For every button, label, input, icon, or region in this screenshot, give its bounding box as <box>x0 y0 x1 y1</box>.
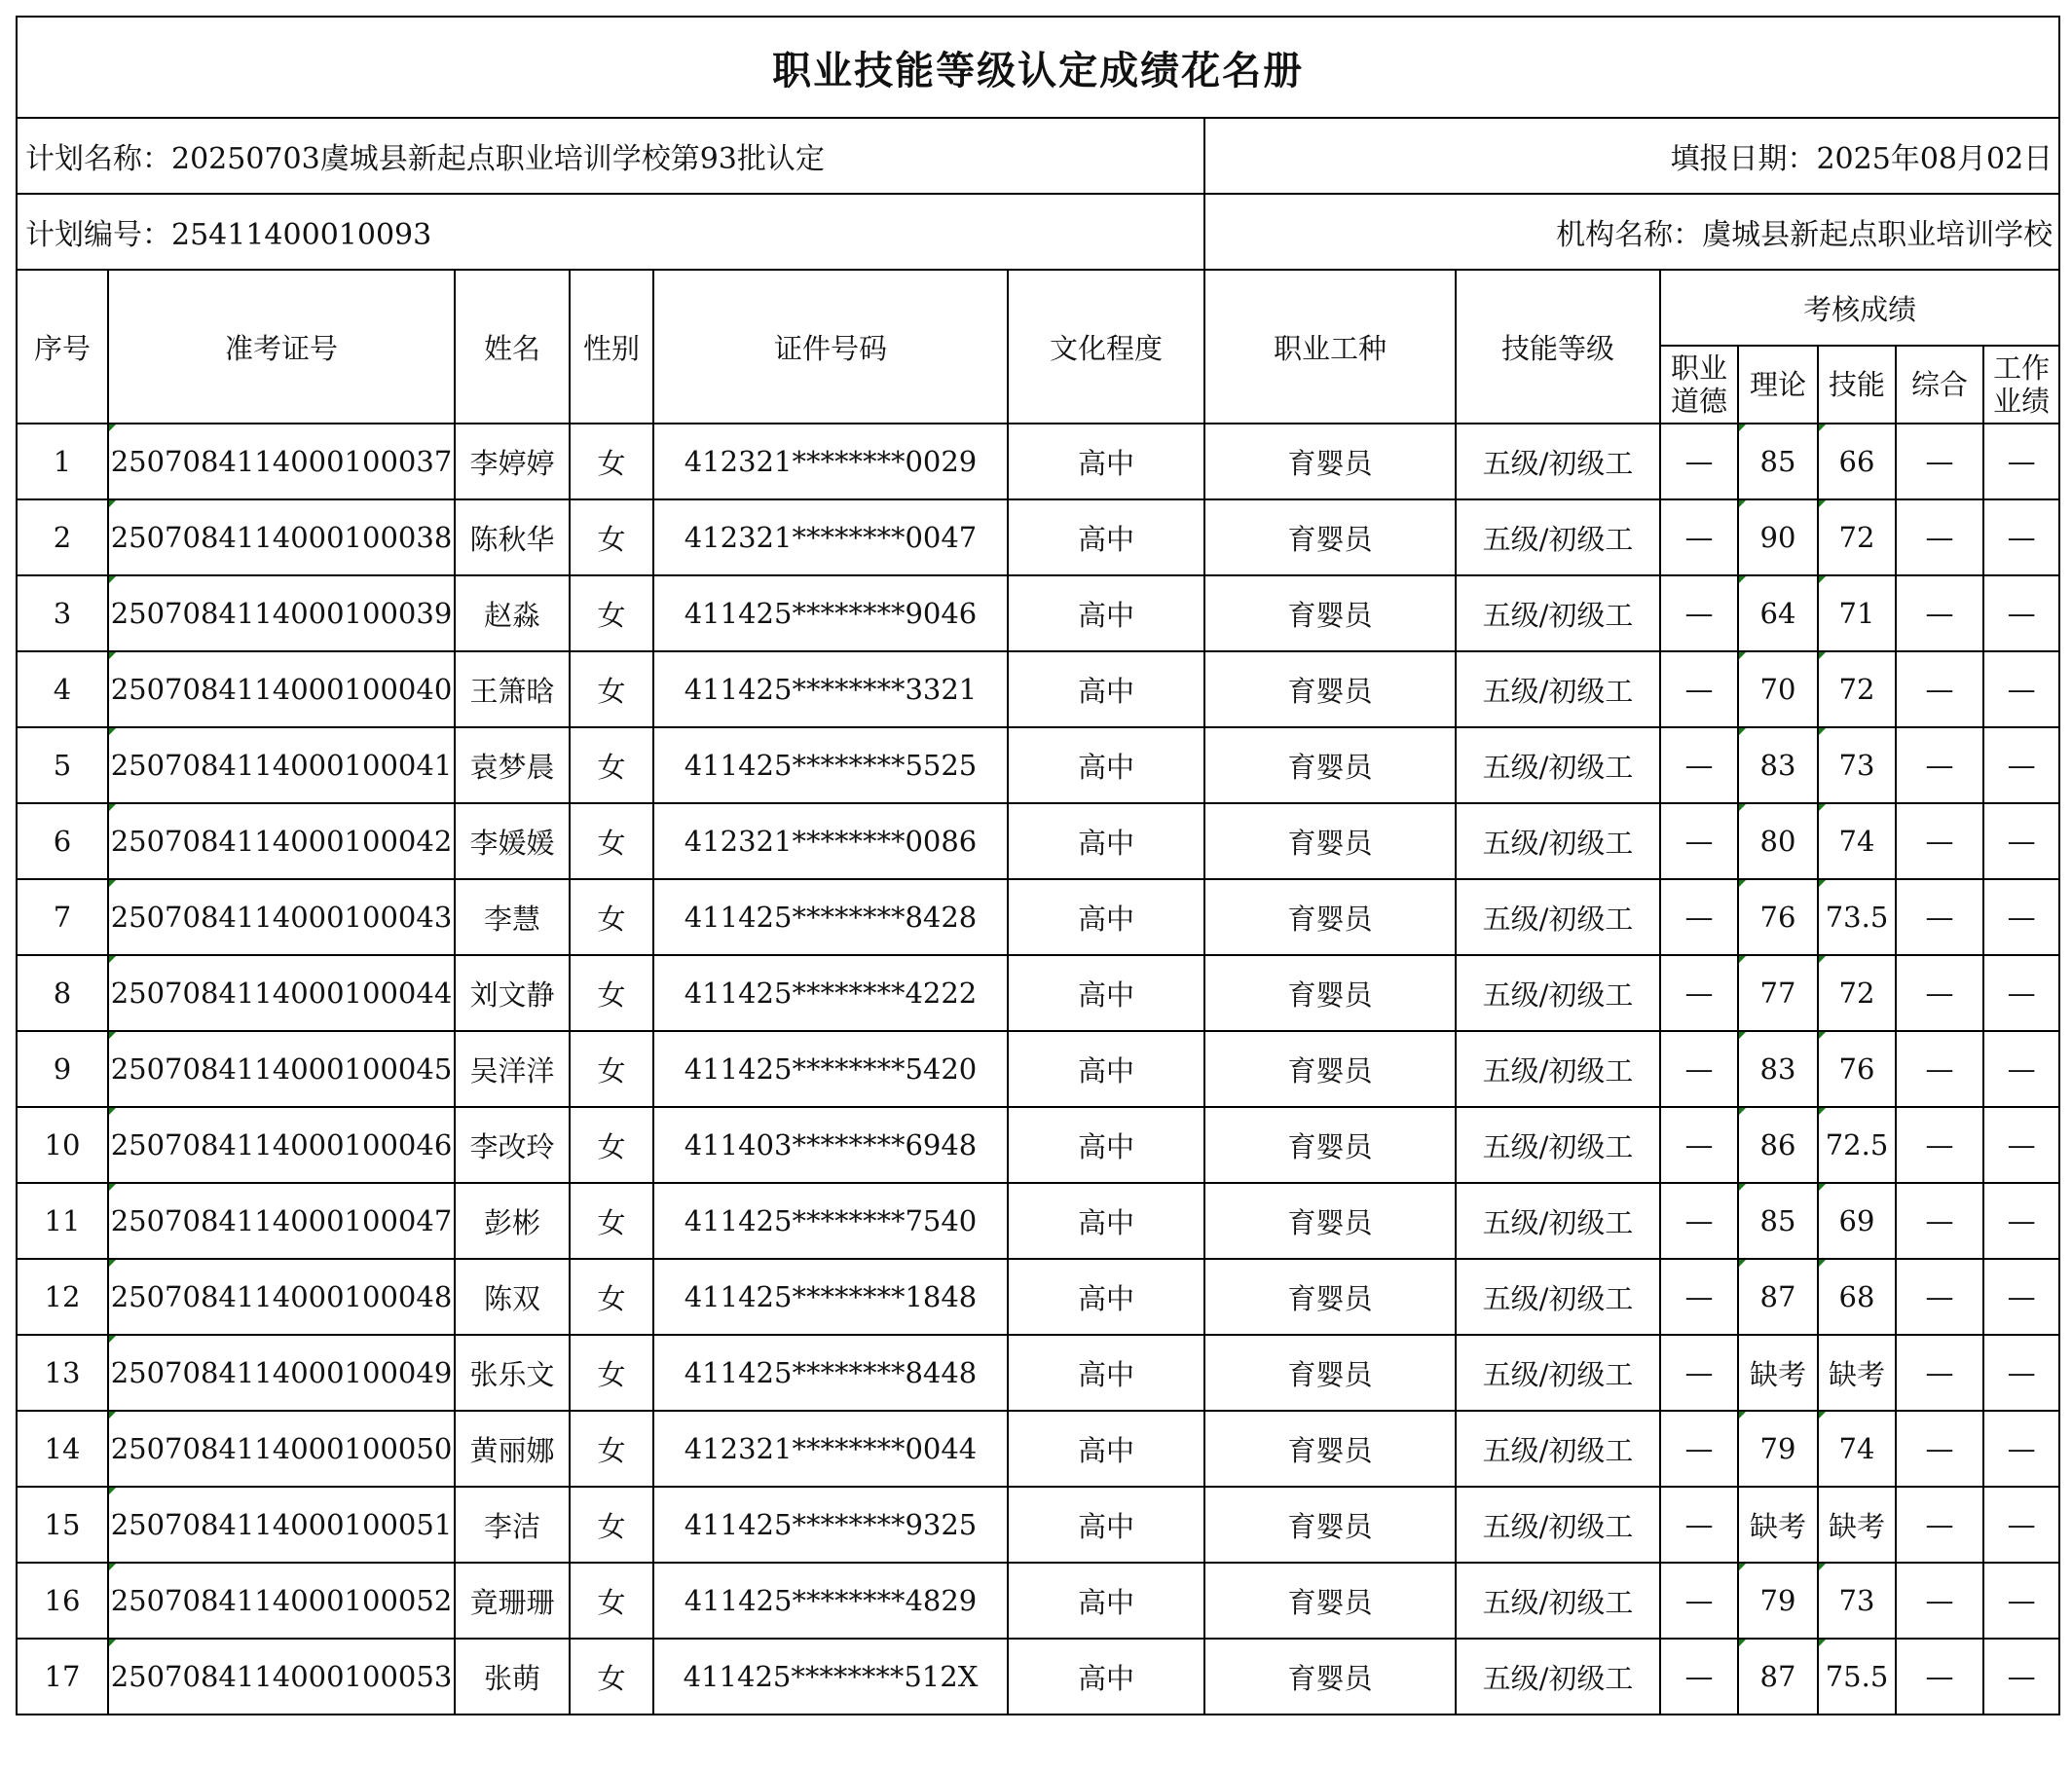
cell-name: 彭彬 <box>455 1183 570 1259</box>
table-row <box>17 1411 2059 1487</box>
cell-skill: 75.5 <box>1818 1639 1896 1715</box>
table-row <box>17 1639 2059 1715</box>
cell-ticket: 2507084114000100051 <box>108 1487 455 1563</box>
cell-overall: — <box>1896 1107 1983 1183</box>
cell-seq: 4 <box>17 651 108 727</box>
cell-performance: — <box>1983 1031 2059 1107</box>
cell-seq: 14 <box>17 1411 108 1487</box>
fill-date: 填报日期：2025年08月02日 <box>1204 118 2059 194</box>
cell-id-number: 411425********3321 <box>653 651 1008 727</box>
header-skill: 技能 <box>1818 346 1896 424</box>
header-gender: 性别 <box>570 270 653 424</box>
cell-seq: 7 <box>17 879 108 955</box>
cell-skill-level: 五级/初级工 <box>1456 1411 1660 1487</box>
cell-name: 李慧 <box>455 879 570 955</box>
cell-ethics: — <box>1660 499 1738 575</box>
cell-theory: 64 <box>1738 575 1818 651</box>
cell-ticket: 2507084114000100037 <box>108 424 455 499</box>
cell-occupation: 育婴员 <box>1204 1183 1456 1259</box>
cell-overall: — <box>1896 1031 1983 1107</box>
cell-seq: 10 <box>17 1107 108 1183</box>
cell-overall: — <box>1896 575 1983 651</box>
cell-ethics: — <box>1660 575 1738 651</box>
cell-theory: 80 <box>1738 803 1818 879</box>
cell-seq: 3 <box>17 575 108 651</box>
table-row <box>17 1335 2059 1411</box>
cell-education: 高中 <box>1008 1259 1204 1335</box>
plan-number: 计划编号：25411400010093 <box>17 194 1204 270</box>
cell-theory: 83 <box>1738 727 1818 803</box>
cell-education: 高中 <box>1008 499 1204 575</box>
cell-id-number: 411425********4222 <box>653 955 1008 1031</box>
cell-education: 高中 <box>1008 879 1204 955</box>
cell-theory: 85 <box>1738 424 1818 499</box>
cell-skill: 74 <box>1818 1411 1896 1487</box>
cell-occupation: 育婴员 <box>1204 1259 1456 1335</box>
table-row <box>17 1259 2059 1335</box>
cell-ethics: — <box>1660 1259 1738 1335</box>
cell-gender: 女 <box>570 575 653 651</box>
cell-seq: 2 <box>17 499 108 575</box>
header-overall: 综合 <box>1896 346 1983 424</box>
cell-education: 高中 <box>1008 424 1204 499</box>
cell-gender: 女 <box>570 1411 653 1487</box>
header-id-number: 证件号码 <box>653 270 1008 424</box>
cell-skill: 73.5 <box>1818 879 1896 955</box>
cell-name: 张萌 <box>455 1639 570 1715</box>
cell-theory: 87 <box>1738 1259 1818 1335</box>
cell-skill: 缺考 <box>1818 1335 1896 1411</box>
cell-occupation: 育婴员 <box>1204 575 1456 651</box>
cell-ethics: — <box>1660 1411 1738 1487</box>
cell-overall: — <box>1896 1563 1983 1639</box>
cell-seq: 12 <box>17 1259 108 1335</box>
score-roster-table <box>16 16 2060 1715</box>
cell-name: 黄丽娜 <box>455 1411 570 1487</box>
cell-overall: — <box>1896 1335 1983 1411</box>
cell-skill-level: 五级/初级工 <box>1456 1107 1660 1183</box>
cell-name: 李改玲 <box>455 1107 570 1183</box>
cell-seq: 1 <box>17 424 108 499</box>
cell-occupation: 育婴员 <box>1204 1031 1456 1107</box>
cell-ethics: — <box>1660 1563 1738 1639</box>
cell-name: 李媛媛 <box>455 803 570 879</box>
cell-seq: 5 <box>17 727 108 803</box>
table-row <box>17 575 2059 651</box>
table-row <box>17 1563 2059 1639</box>
cell-seq: 16 <box>17 1563 108 1639</box>
cell-id-number: 412321********0044 <box>653 1411 1008 1487</box>
cell-gender: 女 <box>570 879 653 955</box>
cell-gender: 女 <box>570 727 653 803</box>
cell-occupation: 育婴员 <box>1204 879 1456 955</box>
cell-overall: — <box>1896 499 1983 575</box>
cell-ethics: — <box>1660 955 1738 1031</box>
cell-id-number: 411425********9046 <box>653 575 1008 651</box>
cell-skill: 72 <box>1818 651 1896 727</box>
cell-overall: — <box>1896 803 1983 879</box>
header-ethics: 职业 道德 <box>1660 346 1738 424</box>
cell-id-number: 412321********0029 <box>653 424 1008 499</box>
cell-id-number: 411425********5420 <box>653 1031 1008 1107</box>
cell-performance: — <box>1983 1411 2059 1487</box>
cell-id-number: 411403********6948 <box>653 1107 1008 1183</box>
cell-skill: 76 <box>1818 1031 1896 1107</box>
cell-occupation: 育婴员 <box>1204 727 1456 803</box>
cell-skill: 69 <box>1818 1183 1896 1259</box>
cell-name: 李婷婷 <box>455 424 570 499</box>
cell-education: 高中 <box>1008 1411 1204 1487</box>
cell-overall: — <box>1896 1183 1983 1259</box>
cell-theory: 86 <box>1738 1107 1818 1183</box>
cell-gender: 女 <box>570 1335 653 1411</box>
cell-gender: 女 <box>570 1107 653 1183</box>
cell-performance: — <box>1983 1183 2059 1259</box>
cell-seq: 15 <box>17 1487 108 1563</box>
cell-theory: 77 <box>1738 955 1818 1031</box>
cell-ethics: — <box>1660 1639 1738 1715</box>
cell-gender: 女 <box>570 1487 653 1563</box>
cell-id-number: 411425********4829 <box>653 1563 1008 1639</box>
cell-skill: 74 <box>1818 803 1896 879</box>
cell-id-number: 412321********0047 <box>653 499 1008 575</box>
cell-name: 陈双 <box>455 1259 570 1335</box>
cell-seq: 9 <box>17 1031 108 1107</box>
cell-ethics: — <box>1660 424 1738 499</box>
cell-ticket: 2507084114000100053 <box>108 1639 455 1715</box>
cell-name: 张乐文 <box>455 1335 570 1411</box>
cell-theory: 缺考 <box>1738 1487 1818 1563</box>
cell-theory: 76 <box>1738 879 1818 955</box>
cell-id-number: 411425********5525 <box>653 727 1008 803</box>
cell-ticket: 2507084114000100048 <box>108 1259 455 1335</box>
cell-seq: 13 <box>17 1335 108 1411</box>
cell-gender: 女 <box>570 651 653 727</box>
cell-ethics: — <box>1660 1031 1738 1107</box>
cell-occupation: 育婴员 <box>1204 651 1456 727</box>
cell-skill-level: 五级/初级工 <box>1456 803 1660 879</box>
cell-overall: — <box>1896 727 1983 803</box>
cell-overall: — <box>1896 424 1983 499</box>
cell-performance: — <box>1983 424 2059 499</box>
cell-ticket: 2507084114000100046 <box>108 1107 455 1183</box>
cell-skill: 73 <box>1818 1563 1896 1639</box>
cell-skill-level: 五级/初级工 <box>1456 651 1660 727</box>
cell-theory: 87 <box>1738 1639 1818 1715</box>
cell-theory: 83 <box>1738 1031 1818 1107</box>
cell-ticket: 2507084114000100042 <box>108 803 455 879</box>
cell-education: 高中 <box>1008 1031 1204 1107</box>
cell-seq: 11 <box>17 1183 108 1259</box>
cell-skill-level: 五级/初级工 <box>1456 1183 1660 1259</box>
cell-skill: 68 <box>1818 1259 1896 1335</box>
cell-id-number: 411425********8448 <box>653 1335 1008 1411</box>
cell-gender: 女 <box>570 1183 653 1259</box>
cell-skill: 缺考 <box>1818 1487 1896 1563</box>
cell-id-number: 411425********512X <box>653 1639 1008 1715</box>
cell-education: 高中 <box>1008 1335 1204 1411</box>
cell-overall: — <box>1896 1259 1983 1335</box>
cell-skill: 72.5 <box>1818 1107 1896 1183</box>
cell-overall: — <box>1896 1411 1983 1487</box>
cell-performance: — <box>1983 1639 2059 1715</box>
cell-performance: — <box>1983 879 2059 955</box>
cell-overall: — <box>1896 955 1983 1031</box>
cell-name: 李洁 <box>455 1487 570 1563</box>
table-row <box>17 1183 2059 1259</box>
cell-education: 高中 <box>1008 1487 1204 1563</box>
cell-occupation: 育婴员 <box>1204 499 1456 575</box>
roster-sheet <box>16 16 2058 1754</box>
cell-education: 高中 <box>1008 1183 1204 1259</box>
cell-skill-level: 五级/初级工 <box>1456 727 1660 803</box>
cell-ethics: — <box>1660 727 1738 803</box>
cell-occupation: 育婴员 <box>1204 1107 1456 1183</box>
cell-skill-level: 五级/初级工 <box>1456 499 1660 575</box>
cell-ticket: 2507084114000100045 <box>108 1031 455 1107</box>
header-ticket: 准考证号 <box>108 270 455 424</box>
cell-theory: 79 <box>1738 1563 1818 1639</box>
organization-name: 机构名称：虞城县新起点职业培训学校 <box>1204 194 2059 270</box>
cell-ethics: — <box>1660 879 1738 955</box>
cell-ethics: — <box>1660 651 1738 727</box>
cell-skill-level: 五级/初级工 <box>1456 575 1660 651</box>
header-skill-level: 技能等级 <box>1456 270 1660 424</box>
cell-gender: 女 <box>570 803 653 879</box>
cell-ticket: 2507084114000100047 <box>108 1183 455 1259</box>
cell-skill-level: 五级/初级工 <box>1456 879 1660 955</box>
cell-name: 陈秋华 <box>455 499 570 575</box>
cell-performance: — <box>1983 803 2059 879</box>
cell-performance: — <box>1983 727 2059 803</box>
cell-gender: 女 <box>570 499 653 575</box>
cell-gender: 女 <box>570 1031 653 1107</box>
cell-ticket: 2507084114000100043 <box>108 879 455 955</box>
cell-education: 高中 <box>1008 803 1204 879</box>
cell-ticket: 2507084114000100050 <box>108 1411 455 1487</box>
cell-overall: — <box>1896 879 1983 955</box>
table-row <box>17 1107 2059 1183</box>
cell-name: 竟珊珊 <box>455 1563 570 1639</box>
cell-education: 高中 <box>1008 727 1204 803</box>
cell-ticket: 2507084114000100049 <box>108 1335 455 1411</box>
cell-seq: 6 <box>17 803 108 879</box>
cell-skill-level: 五级/初级工 <box>1456 424 1660 499</box>
cell-skill-level: 五级/初级工 <box>1456 1487 1660 1563</box>
cell-occupation: 育婴员 <box>1204 803 1456 879</box>
header-education: 文化程度 <box>1008 270 1204 424</box>
cell-overall: — <box>1896 651 1983 727</box>
header-performance: 工作 业绩 <box>1983 346 2059 424</box>
cell-ethics: — <box>1660 803 1738 879</box>
cell-name: 赵淼 <box>455 575 570 651</box>
cell-theory: 79 <box>1738 1411 1818 1487</box>
cell-id-number: 412321********0086 <box>653 803 1008 879</box>
cell-performance: — <box>1983 1259 2059 1335</box>
cell-occupation: 育婴员 <box>1204 955 1456 1031</box>
cell-seq: 8 <box>17 955 108 1031</box>
cell-occupation: 育婴员 <box>1204 424 1456 499</box>
cell-gender: 女 <box>570 1563 653 1639</box>
table-row <box>17 879 2059 955</box>
cell-skill-level: 五级/初级工 <box>1456 1639 1660 1715</box>
cell-skill-level: 五级/初级工 <box>1456 1335 1660 1411</box>
header-theory: 理论 <box>1738 346 1818 424</box>
cell-skill-level: 五级/初级工 <box>1456 1031 1660 1107</box>
cell-skill: 66 <box>1818 424 1896 499</box>
cell-theory: 85 <box>1738 1183 1818 1259</box>
cell-skill: 72 <box>1818 955 1896 1031</box>
table-row <box>17 1487 2059 1563</box>
cell-performance: — <box>1983 1335 2059 1411</box>
cell-id-number: 411425********1848 <box>653 1259 1008 1335</box>
cell-occupation: 育婴员 <box>1204 1335 1456 1411</box>
cell-overall: — <box>1896 1487 1983 1563</box>
cell-performance: — <box>1983 1107 2059 1183</box>
header-occupation: 职业工种 <box>1204 270 1456 424</box>
cell-gender: 女 <box>570 1259 653 1335</box>
cell-gender: 女 <box>570 1639 653 1715</box>
cell-name: 刘文静 <box>455 955 570 1031</box>
cell-ticket: 2507084114000100041 <box>108 727 455 803</box>
cell-education: 高中 <box>1008 1639 1204 1715</box>
cell-gender: 女 <box>570 955 653 1031</box>
cell-ticket: 2507084114000100052 <box>108 1563 455 1639</box>
cell-id-number: 411425********9325 <box>653 1487 1008 1563</box>
page-title: 职业技能等级认定成绩花名册 <box>17 17 2059 118</box>
cell-performance: — <box>1983 955 2059 1031</box>
cell-ethics: — <box>1660 1107 1738 1183</box>
cell-performance: — <box>1983 1487 2059 1563</box>
header-seq: 序号 <box>17 270 108 424</box>
cell-name: 袁梦晨 <box>455 727 570 803</box>
table-row <box>17 803 2059 879</box>
cell-skill-level: 五级/初级工 <box>1456 955 1660 1031</box>
cell-education: 高中 <box>1008 575 1204 651</box>
table-row <box>17 499 2059 575</box>
cell-name: 王箫晗 <box>455 651 570 727</box>
cell-education: 高中 <box>1008 955 1204 1031</box>
cell-skill: 72 <box>1818 499 1896 575</box>
cell-occupation: 育婴员 <box>1204 1563 1456 1639</box>
cell-skill-level: 五级/初级工 <box>1456 1563 1660 1639</box>
table-row <box>17 424 2059 499</box>
cell-performance: — <box>1983 499 2059 575</box>
cell-theory: 70 <box>1738 651 1818 727</box>
plan-name: 计划名称：20250703虞城县新起点职业培训学校第93批认定 <box>17 118 1204 194</box>
cell-education: 高中 <box>1008 651 1204 727</box>
cell-ticket: 2507084114000100038 <box>108 499 455 575</box>
cell-seq: 17 <box>17 1639 108 1715</box>
table-row <box>17 727 2059 803</box>
cell-performance: — <box>1983 1563 2059 1639</box>
cell-skill: 73 <box>1818 727 1896 803</box>
cell-gender: 女 <box>570 424 653 499</box>
header-name: 姓名 <box>455 270 570 424</box>
cell-id-number: 411425********8428 <box>653 879 1008 955</box>
cell-skill-level: 五级/初级工 <box>1456 1259 1660 1335</box>
table-row <box>17 1031 2059 1107</box>
cell-skill: 71 <box>1818 575 1896 651</box>
cell-ticket: 2507084114000100044 <box>108 955 455 1031</box>
cell-theory: 90 <box>1738 499 1818 575</box>
cell-id-number: 411425********7540 <box>653 1183 1008 1259</box>
cell-education: 高中 <box>1008 1107 1204 1183</box>
table-row <box>17 651 2059 727</box>
table-row <box>17 955 2059 1031</box>
cell-occupation: 育婴员 <box>1204 1411 1456 1487</box>
cell-overall: — <box>1896 1639 1983 1715</box>
cell-occupation: 育婴员 <box>1204 1487 1456 1563</box>
cell-performance: — <box>1983 651 2059 727</box>
header-scores: 考核成绩 <box>1660 270 2059 346</box>
cell-ticket: 2507084114000100039 <box>108 575 455 651</box>
cell-theory: 缺考 <box>1738 1335 1818 1411</box>
cell-occupation: 育婴员 <box>1204 1639 1456 1715</box>
cell-ticket: 2507084114000100040 <box>108 651 455 727</box>
cell-ethics: — <box>1660 1487 1738 1563</box>
cell-performance: — <box>1983 575 2059 651</box>
cell-ethics: — <box>1660 1183 1738 1259</box>
cell-ethics: — <box>1660 1335 1738 1411</box>
cell-name: 吴洋洋 <box>455 1031 570 1107</box>
cell-education: 高中 <box>1008 1563 1204 1639</box>
